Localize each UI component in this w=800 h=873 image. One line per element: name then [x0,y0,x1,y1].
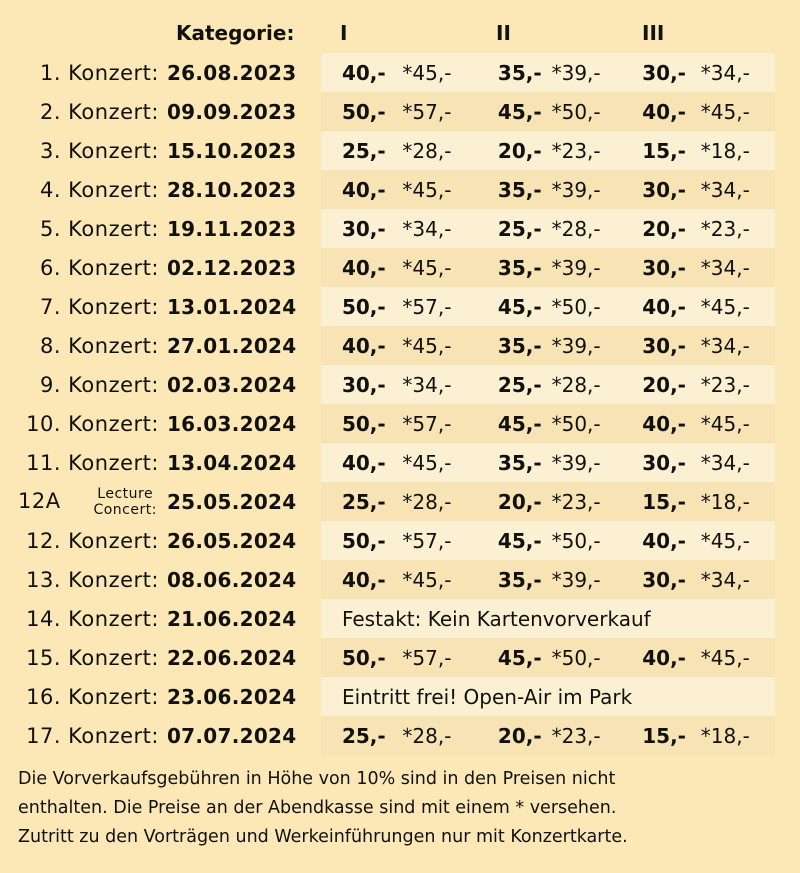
concert-type [93,486,157,518]
concert-label: 14. Konzert: [26,606,159,631]
price-category-2-evening: *39,- [552,248,643,287]
price-category-3: 15,- [642,716,701,755]
price-category-3: 20,- [642,365,701,404]
price-category-3-evening: *45,- [701,638,775,677]
price-category-3: 15,- [642,482,701,521]
table-row [0,638,775,677]
concert-label: 17. Konzert: [26,723,159,748]
price-category-3: 15,- [642,131,701,170]
price-category-1: 40,- [321,560,402,599]
table-row [0,287,775,326]
price-category-1: 40,- [321,170,402,209]
concert-date: 16.03.2024 [166,411,297,436]
price-category-3-evening: *23,- [701,209,775,248]
price-category-3: 40,- [642,92,701,131]
concert-label: 12. Konzert: [26,528,159,553]
price-category-1: 40,- [321,53,402,92]
price-category-3-evening: *18,- [701,716,775,755]
price-category-1-evening: *57,- [402,638,498,677]
price-category-2-evening: *23,- [552,716,643,755]
table-row [0,482,775,521]
table-row [0,716,775,755]
table-row [0,443,775,482]
table-row [0,170,775,209]
price-category-3-evening: *23,- [701,365,775,404]
concert-label: 7. Konzert: [39,294,159,319]
price-category-2-evening: *50,- [552,92,643,131]
price-category-1: 25,- [321,131,402,170]
price-category-2-evening: *23,- [552,131,643,170]
table-row [0,521,775,560]
price-category-1: 50,- [321,287,402,326]
table-row [0,677,775,716]
concert-label: 9. Konzert: [39,372,159,397]
concert-note: Eintritt frei! Open-Air im Park [321,677,775,716]
price-category-2: 45,- [498,92,552,131]
price-category-2-evening: *39,- [552,170,643,209]
price-category-3: 30,- [642,443,701,482]
price-category-2-evening: *23,- [552,482,643,521]
price-category-2: 35,- [498,53,552,92]
price-category-3: 40,- [642,404,701,443]
price-category-2-evening: *50,- [552,404,643,443]
price-category-1: 40,- [321,326,402,365]
concert-date: 13.04.2024 [166,450,297,475]
concert-date: 21.06.2024 [166,606,297,631]
price-category-1-evening: *57,- [402,404,498,443]
price-category-2: 35,- [498,443,552,482]
price-category-3-evening: *34,- [701,170,775,209]
concert-note: Festakt: Kein Kartenvorverkauf [321,599,775,638]
price-category-3-evening: *34,- [701,248,775,287]
concert-date: 25.05.2024 [166,489,297,514]
price-category-1-evening: *45,- [402,443,498,482]
concert-date: 28.10.2023 [166,177,297,202]
price-category-3-evening: *45,- [701,92,775,131]
price-category-1-evening: *45,- [402,170,498,209]
price-category-1: 40,- [321,443,402,482]
price-category-1: 50,- [321,92,402,131]
concert-label: 2. Konzert: [39,99,159,124]
price-category-2: 25,- [498,209,552,248]
table-row [0,248,775,287]
price-category-3: 20,- [642,209,701,248]
concert-date: 22.06.2024 [166,645,297,670]
price-category-1-evening: *45,- [402,248,498,287]
price-category-3: 40,- [642,287,701,326]
concert-date: 07.07.2024 [166,723,297,748]
table-row [0,326,775,365]
price-category-1-evening: *57,- [402,92,498,131]
table-row [0,92,775,131]
price-category-1-evening: *34,- [402,365,498,404]
concert-label: 1. Konzert: [39,60,159,85]
footer-line-1: Die Vorverkaufsgebühren in Höhe von 10% sind in den Preisen nicht [18,769,616,789]
price-category-1: 50,- [321,521,402,560]
price-category-3-evening: *45,- [701,404,775,443]
concert-label: 4. Konzert: [39,177,159,202]
price-category-2: 25,- [498,365,552,404]
concert-date: 02.03.2024 [166,372,297,397]
price-category-1: 40,- [321,248,402,287]
concert-date: 26.05.2024 [166,528,297,553]
price-category-2-evening: *50,- [552,521,643,560]
price-table [0,53,775,755]
price-category-2-evening: *50,- [552,638,643,677]
price-category-3-evening: *45,- [701,287,775,326]
price-category-1: 25,- [321,716,402,755]
price-category-1-evening: *57,- [402,521,498,560]
price-category-1-evening: *45,- [402,326,498,365]
header-kategorie: Kategorie: [176,21,295,45]
price-category-2: 45,- [498,287,552,326]
price-category-2: 20,- [498,131,552,170]
concert-label: 11. Konzert: [26,450,159,475]
price-category-2-evening: *39,- [552,443,643,482]
price-category-1-evening: *45,- [402,560,498,599]
price-category-2: 45,- [498,638,552,677]
table-row [0,560,775,599]
price-category-1: 30,- [321,209,402,248]
price-category-3-evening: *34,- [701,443,775,482]
concert-label: 13. Konzert: [26,567,159,592]
price-category-3-evening: *34,- [701,53,775,92]
price-category-2-evening: *50,- [552,287,643,326]
concert-type-line-2: Concert: [93,501,157,518]
price-category-3-evening: *18,- [701,482,775,521]
concert-label: 6. Konzert: [39,255,159,280]
price-category-3: 30,- [642,53,701,92]
table-row [0,365,775,404]
price-category-1: 30,- [321,365,402,404]
concert-label: 10. Konzert: [26,411,159,436]
price-category-2-evening: *39,- [552,326,643,365]
concert-label: 8. Konzert: [39,333,159,358]
concert-type-line-1: Lecture [97,485,154,502]
price-category-2: 20,- [498,482,552,521]
price-category-2-evening: *28,- [552,365,643,404]
footer-line-3: Zutritt zu den Vorträgen und Werkeinführungen nur mit Konzertkarte. [18,827,628,847]
concert-date: 15.10.2023 [166,138,297,163]
table-row [0,53,775,92]
price-category-3: 30,- [642,248,701,287]
price-category-3: 30,- [642,170,701,209]
header-category-2: II [496,21,511,45]
concert-date: 23.06.2024 [166,684,297,709]
price-category-3: 40,- [642,638,701,677]
concert-label: 3. Konzert: [39,138,159,163]
price-category-2-evening: *39,- [552,53,643,92]
price-category-2-evening: *39,- [552,560,643,599]
price-category-3: 30,- [642,326,701,365]
price-category-1: 25,- [321,482,402,521]
price-category-2: 35,- [498,560,552,599]
concert-date: 27.01.2024 [166,333,297,358]
price-category-2: 45,- [498,521,552,560]
concert-date: 26.08.2023 [166,60,297,85]
price-category-2: 35,- [498,326,552,365]
price-category-2: 35,- [498,248,552,287]
table-row [0,131,775,170]
concert-date: 19.11.2023 [166,216,297,241]
concert-number: 12A [18,489,61,513]
concert-date: 02.12.2023 [166,255,297,280]
concert-label: 5. Konzert: [39,216,159,241]
concert-date: 13.01.2024 [166,294,297,319]
header-category-1: I [340,21,348,45]
price-category-1: 50,- [321,638,402,677]
price-category-1-evening: *34,- [402,209,498,248]
concert-label: 15. Konzert: [26,645,159,670]
price-category-3: 30,- [642,560,701,599]
price-category-2: 20,- [498,716,552,755]
table-row [0,599,775,638]
price-category-2-evening: *28,- [552,209,643,248]
footer-note [18,765,788,852]
price-category-3-evening: *45,- [701,521,775,560]
price-category-3: 40,- [642,521,701,560]
price-category-1-evening: *28,- [402,716,498,755]
concert-label [0,482,159,521]
footer-line-2: enthalten. Die Preise an der Abendkasse sind mit einem * versehen. [18,798,617,818]
price-category-1-evening: *28,- [402,131,498,170]
price-category-1-evening: *45,- [402,53,498,92]
table-row [0,209,775,248]
table-row [0,404,775,443]
price-category-3-evening: *34,- [701,560,775,599]
price-category-3-evening: *34,- [701,326,775,365]
price-category-1-evening: *57,- [402,287,498,326]
price-category-1-evening: *28,- [402,482,498,521]
price-category-2: 35,- [498,170,552,209]
price-category-2: 45,- [498,404,552,443]
price-category-3-evening: *18,- [701,131,775,170]
price-category-1: 50,- [321,404,402,443]
concert-date: 09.09.2023 [166,99,297,124]
header-category-3: III [642,21,665,45]
concert-label: 16. Konzert: [26,684,159,709]
concert-date: 08.06.2024 [166,567,297,592]
